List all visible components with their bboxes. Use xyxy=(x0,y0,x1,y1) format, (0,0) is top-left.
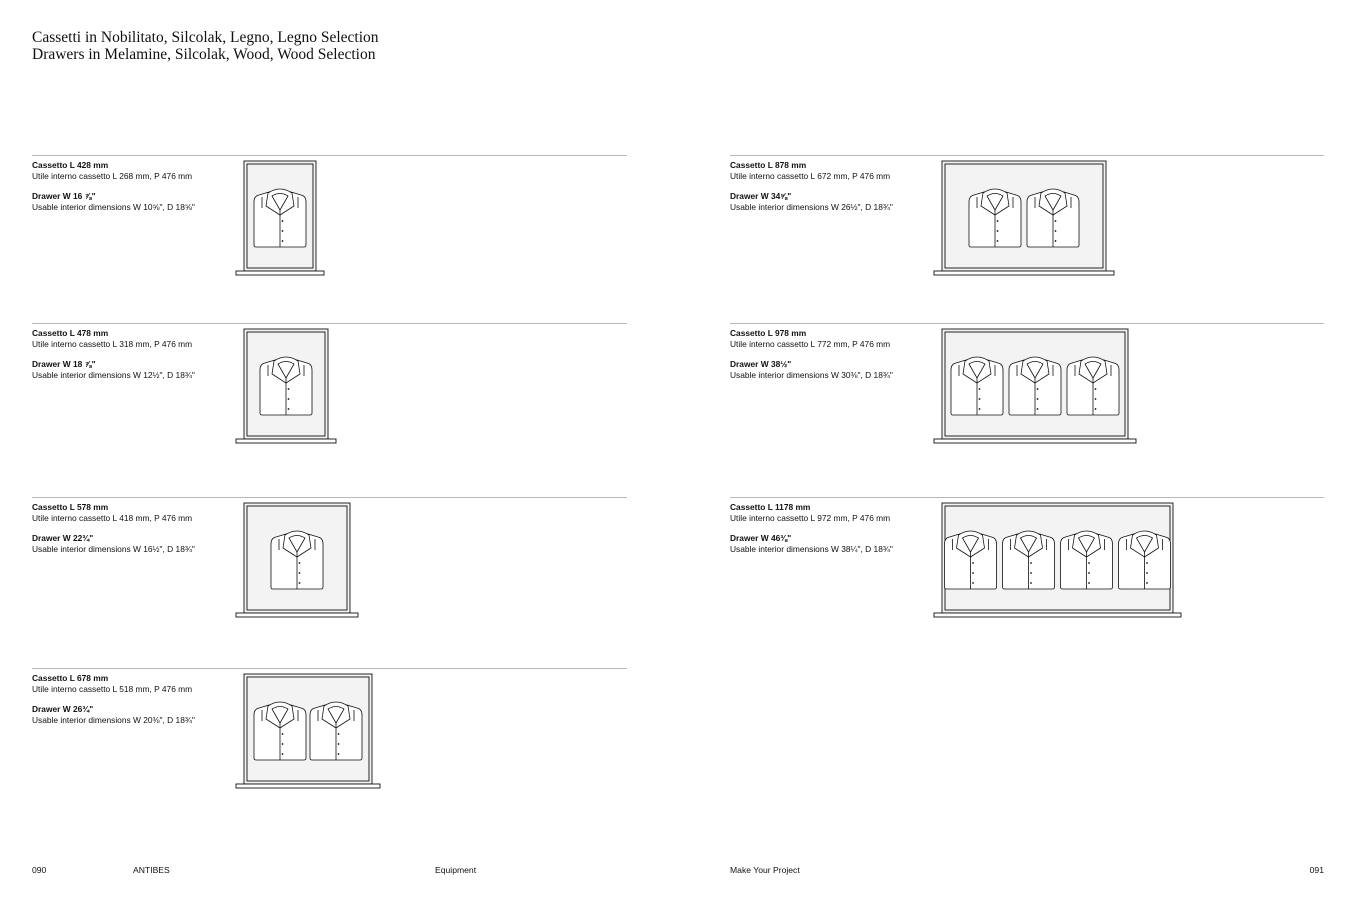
shirt-icon xyxy=(254,702,306,760)
drawer-label-it: Cassetto L 678 mm xyxy=(32,673,109,683)
drawer-label-it: Cassetto L 1178 mm xyxy=(730,502,811,512)
drawer-illustration xyxy=(234,503,364,623)
drawer-drawing xyxy=(934,503,1181,617)
drawer-label-it: Cassetto L 878 mm xyxy=(730,160,807,170)
drawer-illustration xyxy=(234,161,330,281)
drawer-illustration xyxy=(234,674,386,794)
drawer-label-it: Cassetto L 578 mm xyxy=(32,502,109,512)
shirt-icon xyxy=(951,357,1003,415)
drawer-label-en: Drawer W 38½" xyxy=(730,359,792,369)
drawer-label-en: Drawer W 46⅜" xyxy=(730,533,792,543)
divider xyxy=(730,497,1324,498)
drawer-illustration xyxy=(932,161,1120,281)
drawer-label-it: Cassetto L 978 mm xyxy=(730,328,807,338)
drawer-interior-en: Usable interior dimensions W 30⅜", D 18¾" xyxy=(730,369,893,380)
drawer-interior-en: Usable interior dimensions W 10⅝", D 18⅝" xyxy=(32,201,195,212)
shirt-icon xyxy=(969,189,1021,247)
drawer-drawing xyxy=(236,503,358,617)
drawer-label-en: Drawer W 26¾" xyxy=(32,704,94,714)
drawer-illustration xyxy=(234,329,342,449)
drawer-label-it: Cassetto L 428 mm xyxy=(32,160,109,170)
divider xyxy=(32,155,627,156)
drawer-interior-it: Utile interno cassetto L 672 mm, P 476 mm xyxy=(730,170,891,181)
footer-section: Equipment xyxy=(435,865,477,875)
drawer-drawing xyxy=(236,329,336,443)
shirt-icon xyxy=(260,357,312,415)
drawer-label-en: Drawer W 34⅝" xyxy=(730,191,792,201)
drawer-interior-it: Utile interno cassetto L 972 mm, P 476 mm xyxy=(730,512,891,523)
drawer-interior-it: Utile interno cassetto L 268 mm, P 476 mm xyxy=(32,170,193,181)
drawer-interior-en: Usable interior dimensions W 38¼", D 18¾" xyxy=(730,543,893,554)
divider xyxy=(32,497,627,498)
drawer-interior-it: Utile interno cassetto L 318 mm, P 476 mm xyxy=(32,338,193,349)
title-italian: Cassetti in Nobilitato, Silcolak, Legno, Legno Selection xyxy=(32,29,379,46)
drawer-illustration xyxy=(932,503,1187,623)
drawer-interior-en: Usable interior dimensions W 16½", D 18¾" xyxy=(32,543,195,554)
page-number-left: 090 xyxy=(32,865,47,875)
divider xyxy=(730,155,1324,156)
shirt-icon xyxy=(254,189,306,247)
drawer-drawing xyxy=(934,161,1114,275)
shirt-icon xyxy=(1009,357,1061,415)
shirt-icon xyxy=(945,531,997,589)
drawer-label-en: Drawer W 18 ⅞" xyxy=(32,359,96,369)
shirt-icon xyxy=(1027,189,1079,247)
page-number-right: 091 xyxy=(1309,865,1324,875)
footer-right-section: Make Your Project xyxy=(730,865,800,875)
drawer-label-en: Drawer W 16 ⅞" xyxy=(32,191,96,201)
drawer-label-en: Drawer W 22¾" xyxy=(32,533,94,543)
drawer-drawing xyxy=(934,329,1136,443)
drawer-interior-it: Utile interno cassetto L 518 mm, P 476 mm xyxy=(32,683,193,694)
page-title xyxy=(32,29,379,63)
shirt-icon xyxy=(1119,531,1171,589)
footer-brand: ANTIBES xyxy=(133,865,170,875)
shirt-icon xyxy=(271,531,323,589)
divider xyxy=(32,323,627,324)
drawer-interior-en: Usable interior dimensions W 26½", D 18¾" xyxy=(730,201,893,212)
drawer-illustration xyxy=(932,329,1142,449)
drawer-drawing xyxy=(236,161,324,275)
drawer-drawing xyxy=(236,674,380,788)
shirt-icon xyxy=(1061,531,1113,589)
shirt-icon xyxy=(1067,357,1119,415)
drawer-interior-en: Usable interior dimensions W 12½", D 18¾" xyxy=(32,369,195,380)
divider xyxy=(32,668,627,669)
drawer-interior-it: Utile interno cassetto L 772 mm, P 476 mm xyxy=(730,338,891,349)
divider xyxy=(730,323,1324,324)
shirt-icon xyxy=(310,702,362,760)
drawer-interior-en: Usable interior dimensions W 20⅜", D 18¾" xyxy=(32,714,195,725)
drawer-label-it: Cassetto L 478 mm xyxy=(32,328,109,338)
shirt-icon xyxy=(1003,531,1055,589)
title-english: Drawers in Melamine, Silcolak, Wood, Wood Selection xyxy=(32,46,376,63)
drawer-interior-it: Utile interno cassetto L 418 mm, P 476 mm xyxy=(32,512,193,523)
